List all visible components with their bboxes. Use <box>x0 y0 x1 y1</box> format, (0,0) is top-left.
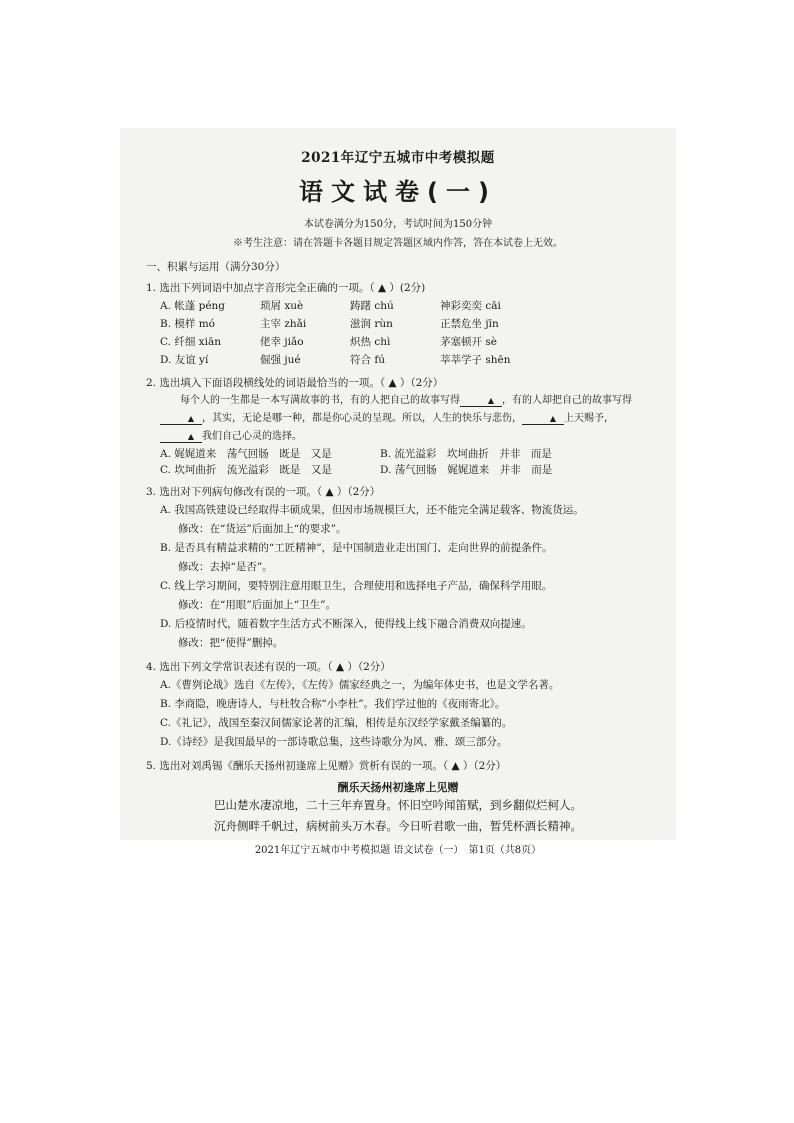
option-d: D.《诗经》是我国最早的一部诗歌总集，这些诗歌分为风、雅、颂三部分。 <box>160 736 508 748</box>
option-b: B. 李商隐，晚唐诗人，与杜牧合称“小李杜”。我们学过他的《夜雨寄北》。 <box>160 698 506 710</box>
option-d: D. 后疫情时代，随着数字生活方式不断深入，使得线上线下融合消费双向提速。 <box>160 618 532 630</box>
question-1-options <box>160 297 676 369</box>
answer-blank[interactable]: ▲ <box>160 432 202 443</box>
question-4: 4. 选出下列文学常识表述有误的一项。（ ▲ ）（2分） <box>146 661 391 673</box>
option-b: B. 流光溢彩 坎坷曲折 并非 而是 <box>380 448 552 460</box>
question-1: 1. 选出下列词语中加点字音形完全正确的一项。（ ▲ ）(2分) <box>146 282 426 294</box>
option-c: C. 坎坷曲折 流光溢彩 既是 又是 <box>160 464 332 476</box>
option-cell: 炽热 chì <box>350 336 391 348</box>
option-d: D. 荡气回肠 娓娓道来 并非 而是 <box>380 464 553 476</box>
question-2-passage: 每个人的一生都是一本写满故事的书，有的人把自己的故事写得 ▲ ，有的人却把自己的故事写得▲ ，其实，无论是哪一种，都是你心灵的呈现。所以，人生的快乐与悲伤， ▲ 上天赐予，▲ 我们自己心灵的选择。 <box>160 392 646 446</box>
option-cell: 符合 fú <box>350 354 385 366</box>
option-a: A. 我国高铁建设已经取得丰硕成果，但因市场规模巨大，还不能完全满足载客、物流货运。 <box>160 504 584 516</box>
option-a: A.《曹刿论战》选自《左传》，《左传》儒家经典之一，为编年体史书，也是文学名著。 <box>160 679 560 691</box>
option-row <box>160 446 676 462</box>
option-cell: A. 帐蓬 péng <box>160 300 226 312</box>
exam-page <box>120 128 676 856</box>
answer-blank[interactable]: ▲ <box>160 414 202 425</box>
option-c: C. 线上学习期间，要特别注意用眼卫生，合理使用和选择电子产品，确保科学用眼。 <box>160 580 553 592</box>
revision-c: 修改：在“用眼”后面加上“卫生”。 <box>178 599 336 611</box>
option-cell: 主宰 zhǎi <box>260 318 307 330</box>
section-heading: 一、积累与运用（满分30分） <box>146 261 286 273</box>
answer-blank[interactable]: ▲ <box>522 414 564 425</box>
option-row <box>160 333 676 351</box>
question-3: 3. 选出对下列病句修改有误的一项。（ ▲ ）（2分） <box>146 486 381 498</box>
page-footer: 2021年辽宁五城市中考模拟题 语文试卷（一） 第1页（共8页） <box>254 845 542 856</box>
revision-b: 修改：去掉“是否”。 <box>178 561 273 573</box>
option-cell: 倔强 jué <box>260 354 301 366</box>
paper-title: 语文试卷(一) <box>299 178 497 206</box>
option-cell: 琐屑 xuè <box>260 300 304 312</box>
exam-info: 本试卷满分为150分，考试时间为150分钟 <box>303 219 493 230</box>
exam-title: 2021年辽宁五城市中考模拟题 <box>301 150 495 166</box>
revision-a: 修改：在“货运”后面加上“的要求”。 <box>178 523 347 535</box>
option-cell: 莘莘学子 shēn <box>440 354 511 366</box>
option-a: A. 娓娓道来 荡气回肠 既是 又是 <box>160 448 332 460</box>
option-row <box>160 351 676 369</box>
option-row <box>160 462 676 478</box>
answer-blank[interactable]: ▲ <box>460 396 502 407</box>
option-row <box>160 297 676 315</box>
option-cell: 神彩奕奕 cāi <box>440 300 501 312</box>
option-cell: C. 纤细 xiān <box>160 336 221 348</box>
question-2: 2. 选出填入下面语段横线处的词语最恰当的一项。（ ▲ ）（2分） <box>146 377 444 389</box>
option-cell: 踌躇 chú <box>350 300 394 312</box>
poem-title: 酬乐天扬州初逢席上见赠 <box>337 781 459 794</box>
question-2-options <box>160 446 676 478</box>
option-cell: 茅塞顿开 sè <box>440 336 497 348</box>
option-cell: B. 模样 mó <box>160 318 216 330</box>
revision-d: 修改：把“使得”删掉。 <box>178 637 284 649</box>
option-c: C.《礼记》，战国至秦汉间儒家论著的汇编，相传是东汉经学家戴圣编纂的。 <box>160 717 513 729</box>
option-row <box>160 315 676 333</box>
option-cell: 滋润 rùn <box>350 318 393 330</box>
question-5: 5. 选出对刘禹锡《酬乐天扬州初逢席上见赠》赏析有误的一项。（ ▲ ）（2分） <box>146 760 507 772</box>
exam-notice: ※考生注意：请在答题卡各题目规定答题区域内作答，答在本试卷上无效。 <box>233 238 563 249</box>
option-cell: 佬幸 jiǎo <box>260 336 304 348</box>
poem-line: 沉舟侧畔千帆过，病树前头万木春。今日听君歌一曲，暂凭杯酒长精神。 <box>214 819 582 833</box>
option-b: B. 是否具有精益求精的“工匠精神”，是中国制造业走出国门、走向世界的前提条件。 <box>160 542 553 554</box>
option-cell: 正禁危坐 jīn <box>440 318 499 330</box>
option-cell: D. 友谊 yí <box>160 354 209 366</box>
poem-line: 巴山楚水凄凉地，二十三年弃置身。怀旧空吟闻笛赋，到乡翻似烂柯人。 <box>214 798 582 812</box>
